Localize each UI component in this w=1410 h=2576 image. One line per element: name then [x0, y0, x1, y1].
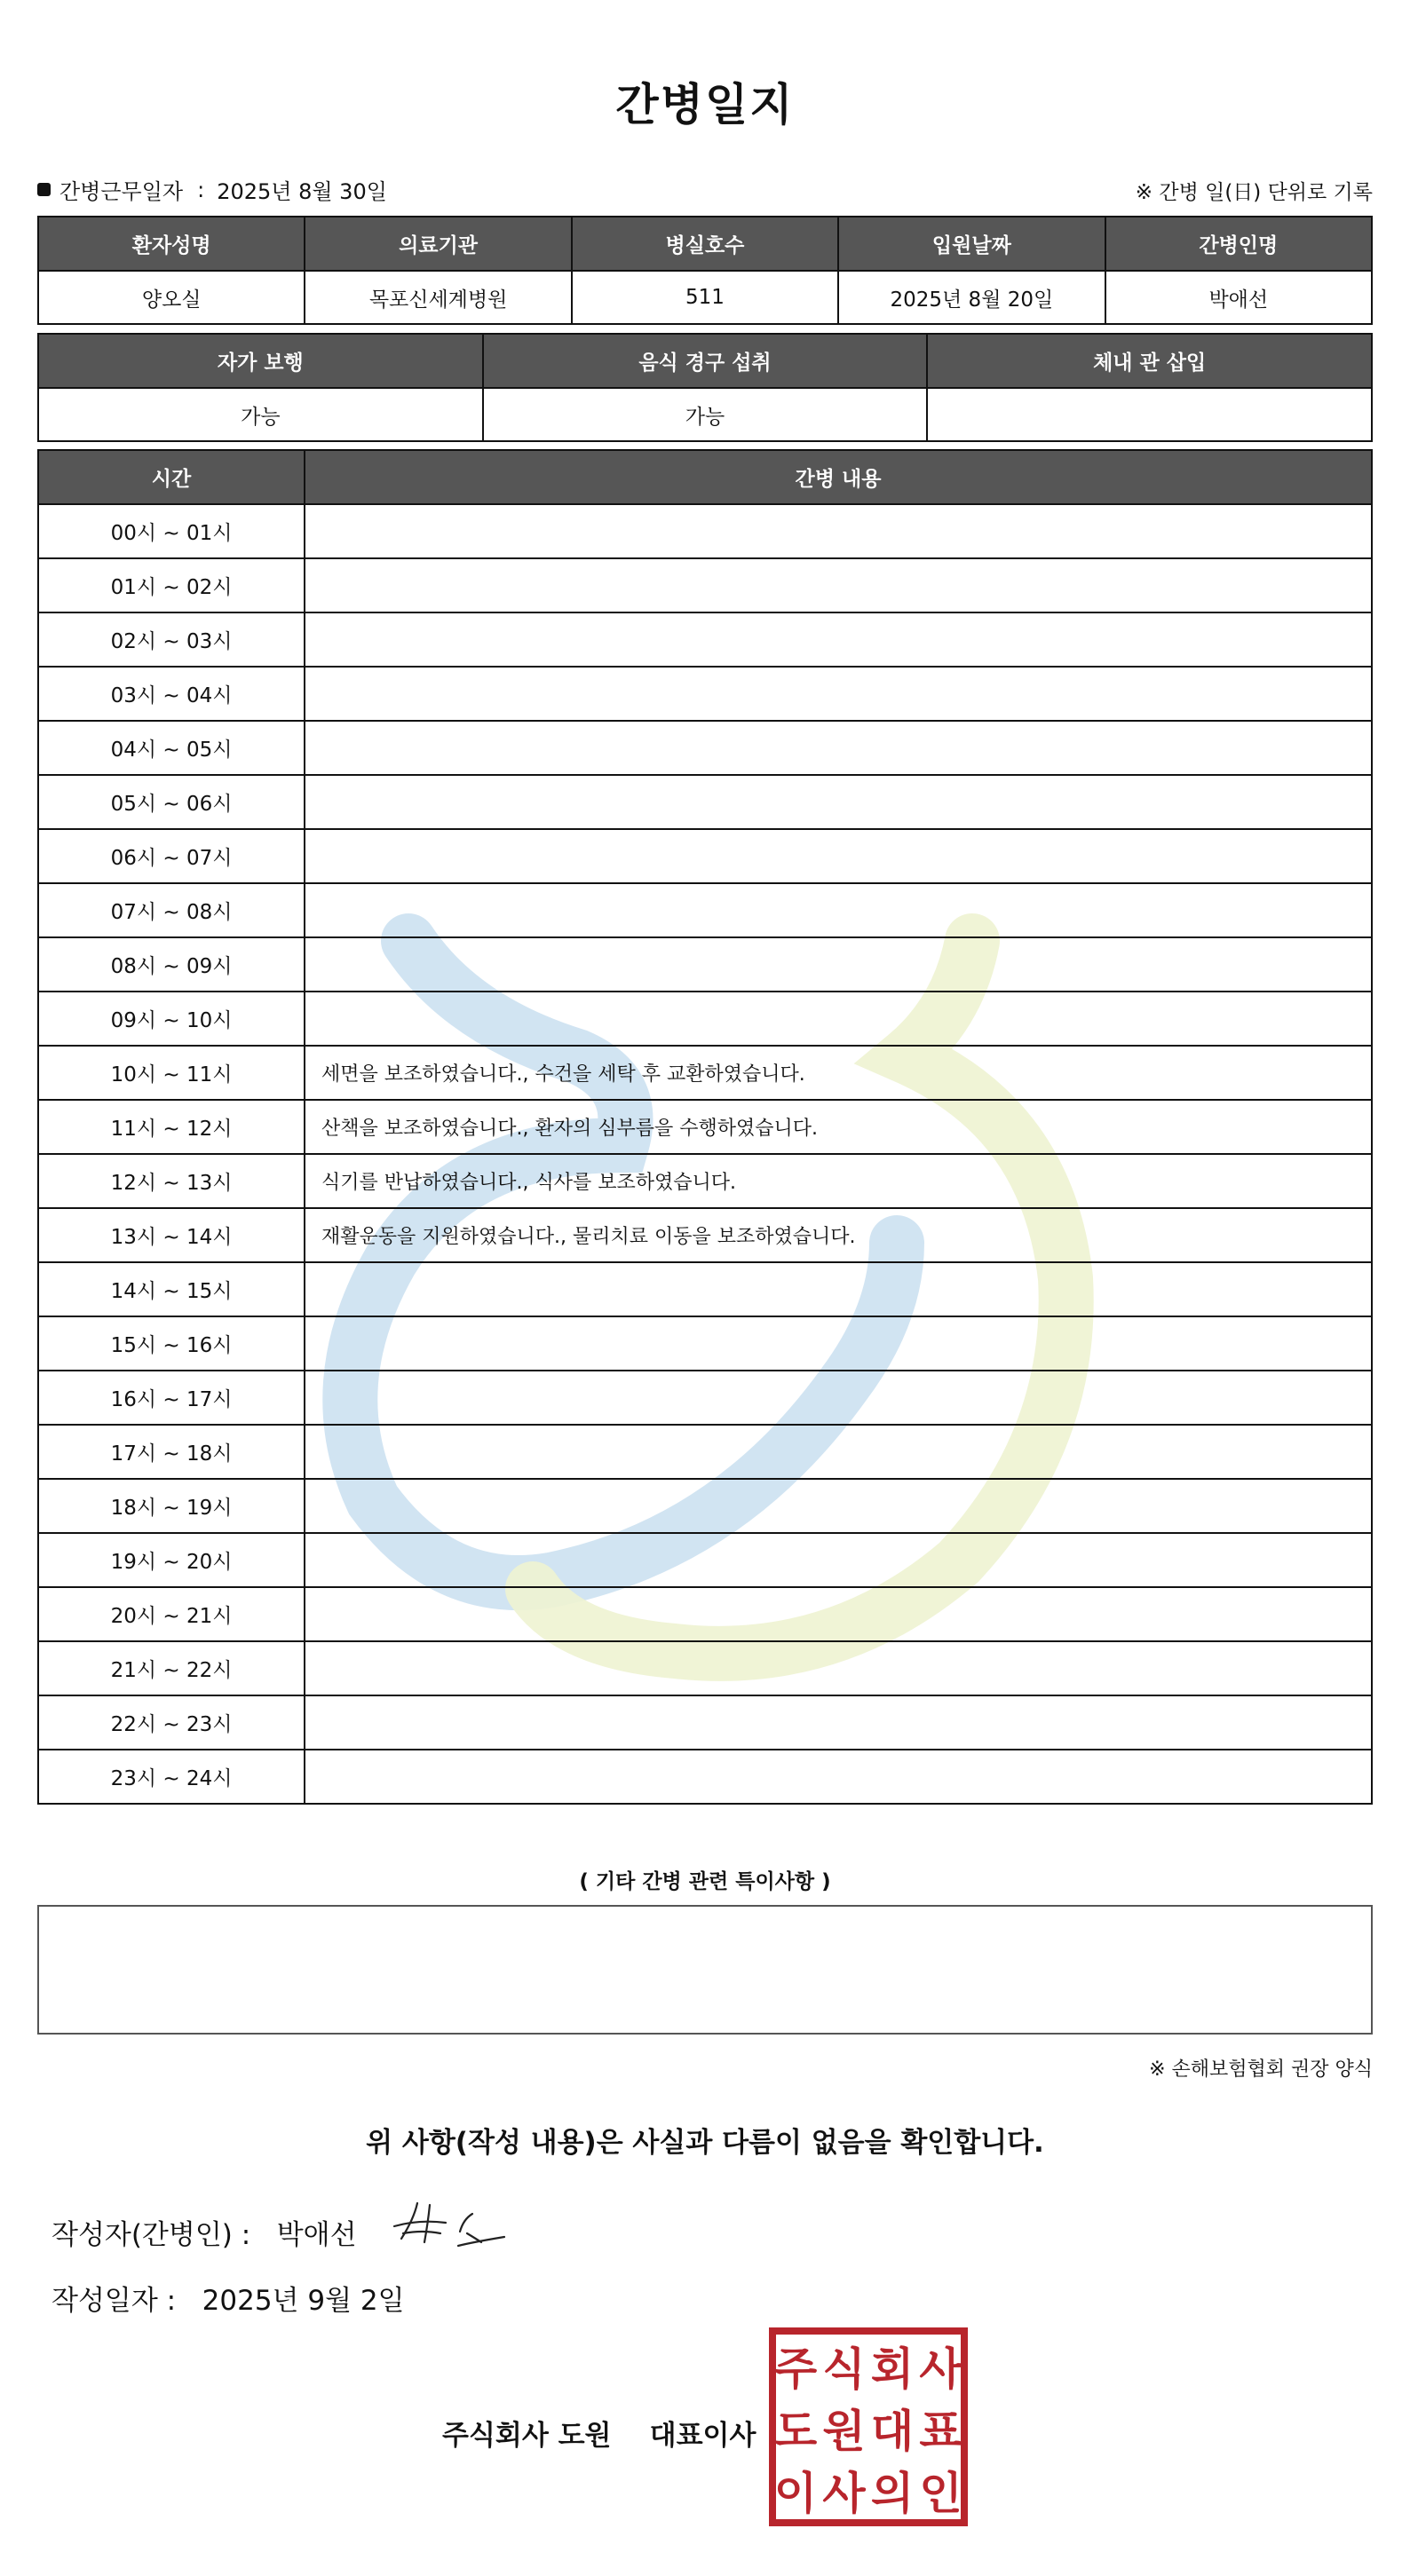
log-time: 23시 ~ 24시 [38, 1750, 305, 1804]
work-date-separator: : [197, 177, 205, 202]
log-row [38, 612, 1372, 667]
log-time: 15시 ~ 16시 [38, 1316, 305, 1371]
log-content [305, 1587, 1372, 1641]
log-time: 09시 ~ 10시 [38, 992, 305, 1046]
header-admission-date: 입원날짜 [838, 217, 1105, 271]
log-row [38, 1479, 1372, 1533]
admission-date: 2025년 8월 20일 [838, 271, 1105, 324]
seal-character: 인 [919, 2468, 962, 2519]
seal-character: 표 [919, 2406, 962, 2457]
header-room-number: 병실호수 [572, 217, 838, 271]
seal-character: 도 [773, 2406, 818, 2457]
log-row [38, 1046, 1372, 1100]
log-row [38, 721, 1372, 775]
log-row [38, 504, 1372, 558]
header-self-walking: 자가 보행 [38, 334, 483, 388]
log-row [38, 883, 1372, 937]
log-time: 07시 ~ 08시 [38, 883, 305, 937]
company-name: 주식회사 도원 [442, 2420, 612, 2452]
log-content: 세면을 보조하였습니다., 수건을 세탁 후 교환하였습니다. [305, 1046, 1372, 1100]
header-hospital: 의료기관 [305, 217, 571, 271]
log-time: 08시 ~ 09시 [38, 937, 305, 992]
log-time: 20시 ~ 21시 [38, 1587, 305, 1641]
seal-character: 주 [773, 2343, 818, 2395]
work-date-label: 간병근무일자 [59, 179, 184, 204]
header-oral-intake: 음식 경구 섭취 [483, 334, 928, 388]
log-time: 12시 ~ 13시 [38, 1154, 305, 1208]
log-content [305, 992, 1372, 1046]
log-content [305, 1371, 1372, 1425]
hospital-name: 목포신세계병원 [305, 271, 571, 324]
log-time: 02시 ~ 03시 [38, 612, 305, 667]
log-row [38, 1316, 1372, 1371]
log-content [305, 829, 1372, 883]
writer-label: 작성자(간병인) : [51, 2219, 251, 2251]
log-content [305, 504, 1372, 558]
seal-character: 식 [822, 2343, 866, 2395]
log-content [305, 1262, 1372, 1316]
log-time: 01시 ~ 02시 [38, 558, 305, 612]
written-date-line [51, 2278, 405, 2318]
log-content [305, 1425, 1372, 1479]
log-time: 22시 ~ 23시 [38, 1695, 305, 1750]
log-content [305, 1316, 1372, 1371]
log-row [38, 1208, 1372, 1262]
log-content [305, 721, 1372, 775]
log-content [305, 883, 1372, 937]
remarks-box [37, 1905, 1373, 2035]
self-walking-value: 가능 [38, 388, 483, 441]
log-time: 03시 ~ 04시 [38, 667, 305, 721]
log-content [305, 667, 1372, 721]
log-row [38, 667, 1372, 721]
log-content [305, 1641, 1372, 1695]
written-date-value: 2025년 9월 2일 [202, 2285, 405, 2317]
log-time: 10시 ~ 11시 [38, 1046, 305, 1100]
log-time: 13시 ~ 14시 [38, 1208, 305, 1262]
patient-info-table [37, 216, 1373, 325]
log-time: 14시 ~ 15시 [38, 1262, 305, 1316]
log-row [38, 1100, 1372, 1154]
log-time: 18시 ~ 19시 [38, 1479, 305, 1533]
log-time: 04시 ~ 05시 [38, 721, 305, 775]
care-log-header-row [38, 450, 1372, 504]
log-row [38, 1587, 1372, 1641]
remarks-title: ( 기타 간병 관련 특이사항 ) [579, 1870, 831, 1893]
work-date-line [37, 174, 387, 205]
oral-intake-value: 가능 [483, 388, 928, 441]
patient-status-table [37, 333, 1373, 442]
header-patient-name: 환자성명 [38, 217, 305, 271]
recommendation-note: ※ 손해보험협회 권장 양식 [1149, 2058, 1373, 2081]
log-time: 19시 ~ 20시 [38, 1533, 305, 1587]
log-content: 산책을 보조하였습니다., 환자의 심부름을 수행하였습니다. [305, 1100, 1372, 1154]
log-content: 식기를 반납하였습니다., 식사를 보조하였습니다. [305, 1154, 1372, 1208]
page-title: 간병일지 [615, 79, 795, 130]
header-care-content: 간병 내용 [305, 450, 1372, 504]
header-time: 시간 [38, 450, 305, 504]
care-log-body [38, 504, 1372, 1804]
patient-status-header-row [38, 334, 1372, 388]
log-row [38, 775, 1372, 829]
log-content: 재활운동을 지원하였습니다., 물리치료 이동을 보조하였습니다. [305, 1208, 1372, 1262]
log-row [38, 937, 1372, 992]
log-time: 00시 ~ 01시 [38, 504, 305, 558]
unit-note: ※ 간병 일(日) 단위로 기록 [1135, 181, 1373, 204]
seal-character: 이 [773, 2468, 818, 2519]
company-seal-stamp [769, 2327, 968, 2526]
log-row [38, 1371, 1372, 1425]
log-row [38, 1750, 1372, 1804]
bullet-square-icon [37, 183, 51, 196]
written-date-label: 작성일자 : [51, 2285, 177, 2317]
log-row [38, 1262, 1372, 1316]
seal-character: 회 [870, 2343, 915, 2395]
log-row [38, 1425, 1372, 1479]
log-content [305, 1479, 1372, 1533]
log-row [38, 1154, 1372, 1208]
log-time: 05시 ~ 06시 [38, 775, 305, 829]
log-content [305, 558, 1372, 612]
log-time: 11시 ~ 12시 [38, 1100, 305, 1154]
log-row [38, 829, 1372, 883]
log-row [38, 992, 1372, 1046]
patient-info-value-row [38, 271, 1372, 324]
care-log-table [37, 449, 1373, 1805]
log-time: 16시 ~ 17시 [38, 1371, 305, 1425]
log-content [305, 1695, 1372, 1750]
work-date-value: 2025년 8월 30일 [217, 179, 387, 204]
patient-info-header-row [38, 217, 1372, 271]
log-row [38, 558, 1372, 612]
seal-character: 의 [870, 2468, 915, 2519]
log-content [305, 1533, 1372, 1587]
caregiver-name: 박애선 [1105, 271, 1372, 324]
log-time: 06시 ~ 07시 [38, 829, 305, 883]
log-content [305, 775, 1372, 829]
writer-name: 박애선 [276, 2219, 357, 2251]
tube-insertion-value [927, 388, 1372, 441]
writer-line [51, 2212, 357, 2252]
header-caregiver-name: 간병인명 [1105, 217, 1372, 271]
log-content [305, 612, 1372, 667]
seal-character: 사 [919, 2343, 962, 2395]
seal-character: 대 [870, 2406, 915, 2457]
company-title: 대표이사 [649, 2420, 756, 2452]
log-time: 21시 ~ 22시 [38, 1641, 305, 1695]
log-content [305, 1750, 1372, 1804]
patient-status-value-row [38, 388, 1372, 441]
log-row [38, 1533, 1372, 1587]
header-tube-insertion: 체내 관 삽입 [927, 334, 1372, 388]
confirmation-statement: 위 사항(작성 내용)은 사실과 다름이 없음을 확인합니다. [366, 2127, 1044, 2159]
seal-character: 원 [822, 2406, 866, 2457]
handwritten-signature [384, 2193, 517, 2264]
log-content [305, 937, 1372, 992]
log-row [38, 1695, 1372, 1750]
seal-character: 사 [822, 2468, 866, 2519]
room-number: 511 [572, 271, 838, 324]
company-line [442, 2413, 756, 2453]
patient-name: 양오실 [38, 271, 305, 324]
log-row [38, 1641, 1372, 1695]
log-time: 17시 ~ 18시 [38, 1425, 305, 1479]
